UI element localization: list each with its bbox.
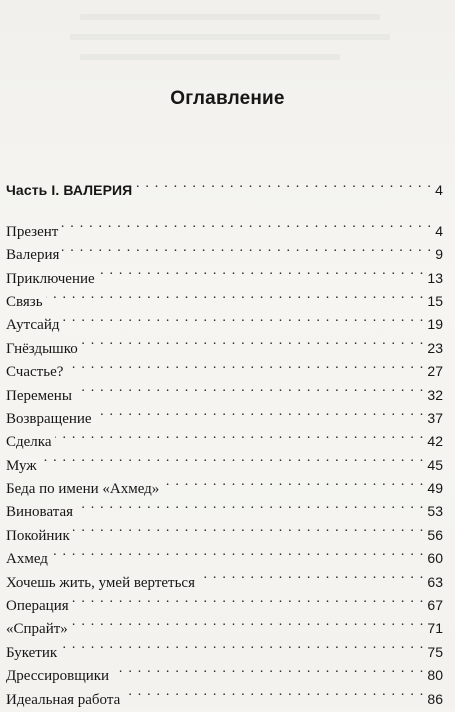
toc-leader-dots: [81, 329, 425, 352]
toc-leader-dots: [73, 516, 425, 539]
toc-entry[interactable]: [6, 353, 443, 381]
toc-leader-dots: [95, 400, 425, 423]
toc-leader-dots: [61, 212, 432, 235]
toc-entry[interactable]: [6, 563, 443, 591]
table-of-contents: [6, 172, 443, 708]
toc-leader-dots: [72, 587, 425, 610]
toc-entry-label: Презент: [6, 223, 59, 240]
toc-leader-dots: [40, 446, 425, 469]
toc-entry-label: Сделка: [6, 434, 52, 451]
toc-leader-dots: [66, 353, 424, 376]
bleed-through-line: [80, 54, 340, 60]
toc-entry-label: Валерия: [6, 247, 60, 264]
toc-entry-label: «Спрайт»: [6, 621, 68, 638]
toc-entry-label: Гнёздышко: [6, 340, 78, 357]
toc-entry[interactable]: [6, 306, 443, 334]
toc-entry-page: 75: [427, 643, 443, 660]
toc-part-label: Часть I. ВАЛЕРИЯ: [6, 182, 133, 199]
toc-entry[interactable]: [6, 540, 443, 568]
toc-leader-dots: [76, 493, 424, 516]
toc-leader-dots: [75, 376, 425, 399]
toc-entry-label: Операция: [6, 598, 69, 615]
toc-entry-page: 63: [427, 573, 443, 590]
toc-entry-page: 71: [427, 620, 443, 637]
toc-entry-page: 27: [427, 363, 443, 380]
toc-leader-dots: [162, 470, 424, 493]
toc-entry-page: 67: [427, 597, 443, 614]
toc-entry[interactable]: [6, 423, 443, 451]
toc-entry[interactable]: [6, 376, 443, 404]
toc-leader-dots: [60, 633, 424, 656]
toc-leader-dots: [46, 283, 425, 306]
toc-entry[interactable]: [6, 259, 443, 287]
toc-entry[interactable]: [6, 283, 443, 310]
toc-entry-page: 45: [427, 456, 443, 473]
toc-entry-page: 9: [435, 246, 443, 263]
toc-entry-page: 86: [427, 690, 443, 707]
bleed-through-line: [80, 14, 380, 20]
toc-entry-page: 19: [427, 316, 443, 333]
toc-part-page: 4: [435, 182, 443, 199]
toc-entry-label: Покойник: [6, 527, 70, 544]
toc-entry-page: 23: [427, 339, 443, 356]
toc-leader-dots: [51, 540, 425, 563]
toc-entry[interactable]: [6, 657, 443, 685]
toc-entry-page: 13: [427, 269, 443, 286]
toc-leader-dots: [135, 172, 432, 195]
toc-leader-dots: [62, 236, 432, 259]
toc-entry-label: Связь: [6, 293, 43, 310]
toc-entry-page: 56: [427, 526, 443, 543]
toc-entry-label: Идеальная работа: [6, 691, 121, 708]
toc-entry-page: 4: [435, 222, 443, 239]
bleed-through-line: [70, 34, 390, 40]
toc-entry-label: Приключение: [6, 270, 95, 287]
toc-entry-label: Дрессировщики: [6, 668, 110, 685]
toc-entry-page: 37: [427, 409, 443, 426]
toc-part-row[interactable]: [6, 172, 443, 199]
toc-leader-dots: [98, 259, 425, 282]
toc-entry-label: Букетик: [6, 644, 58, 661]
toc-entry-label: Беда по имени «Ахмед»: [6, 481, 160, 498]
toc-entry-label: Счастье?: [6, 364, 64, 381]
toc-entry[interactable]: [6, 587, 443, 615]
toc-entry-page: 80: [427, 667, 443, 684]
toc-entry-page: 15: [427, 292, 443, 309]
toc-entry-page: 49: [427, 480, 443, 497]
toc-entry-label: Аутсайд: [6, 317, 60, 334]
page-title: Оглавление: [170, 88, 285, 109]
toc-entry[interactable]: [6, 470, 443, 498]
toc-entry[interactable]: [6, 329, 443, 357]
toc-entry-label: Муж: [6, 457, 37, 474]
toc-entry[interactable]: [6, 633, 443, 661]
toc-entry[interactable]: [6, 212, 443, 240]
toc-entry-label: Возвращение: [6, 410, 92, 427]
toc-entry-label: Хочешь жить, умей вертеться: [6, 574, 195, 591]
toc-entry[interactable]: [6, 236, 443, 264]
toc-entry-page: 60: [427, 550, 443, 567]
toc-entry[interactable]: [6, 446, 443, 474]
toc-entries: [6, 212, 443, 708]
toc-leader-dots: [112, 657, 424, 680]
toc-leader-dots: [123, 680, 424, 703]
toc-entry-page: 32: [427, 386, 443, 403]
toc-leader-dots: [55, 423, 425, 446]
toc-entry-label: Виноватая: [6, 504, 74, 521]
toc-entry-label: Ахмед: [6, 551, 48, 568]
toc-entry-label: Перемены: [6, 387, 72, 404]
toc-leader-dots: [198, 563, 424, 586]
toc-leader-dots: [71, 610, 425, 633]
toc-entry[interactable]: [6, 610, 443, 638]
toc-entry-page: 53: [427, 503, 443, 520]
toc-leader-dots: [62, 306, 424, 329]
toc-entry-page: 42: [427, 433, 443, 450]
